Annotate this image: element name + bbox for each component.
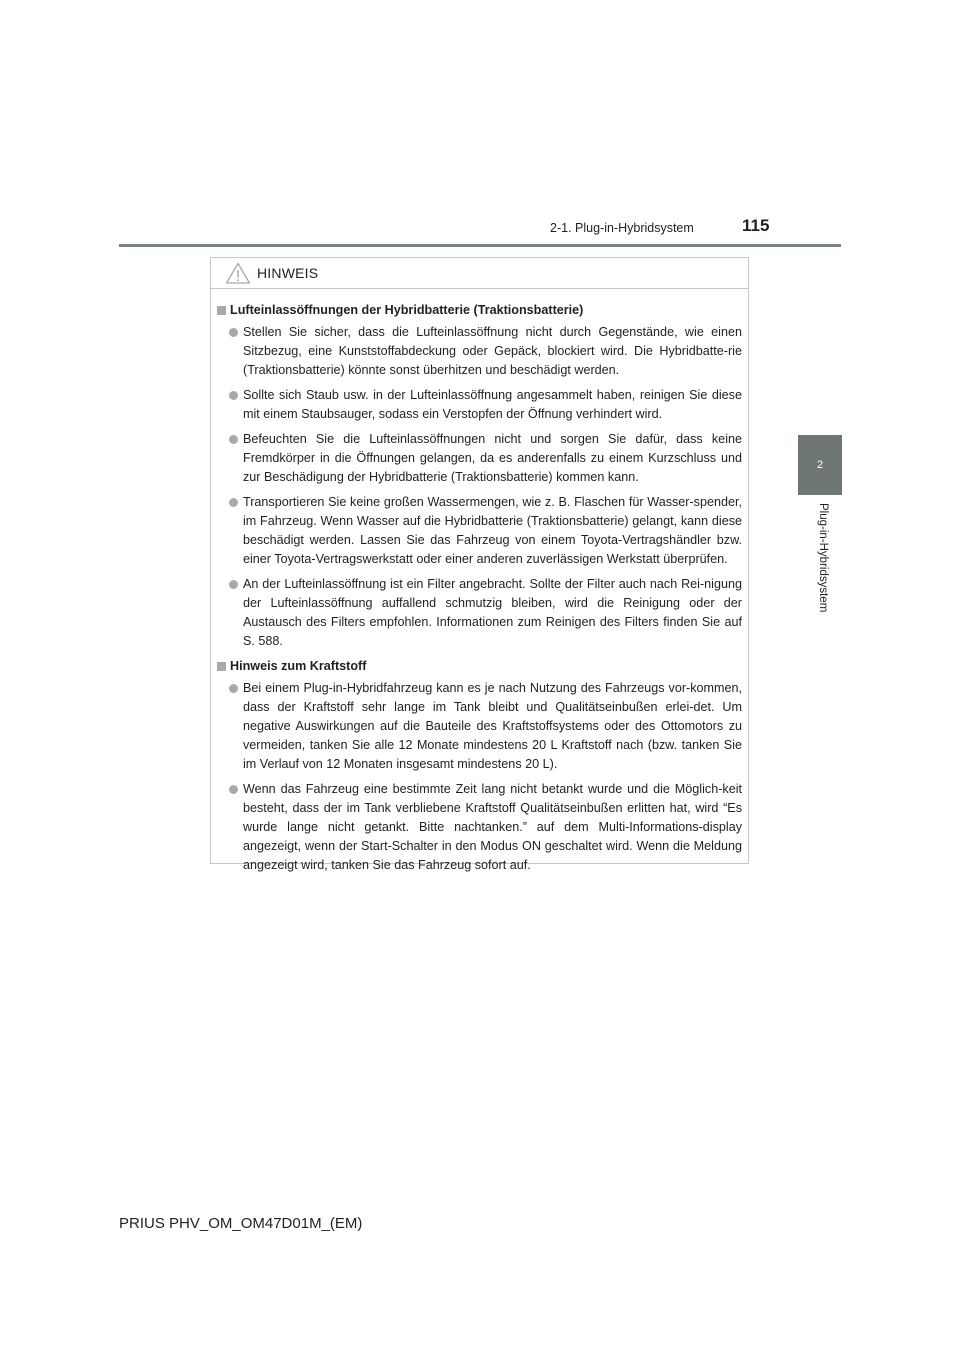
bullet-item: [217, 679, 742, 774]
bullet-item: [217, 386, 742, 424]
bullet-text: Sollte sich Staub usw. in der Lufteinlassöffnung angesammelt haben, reinigen Sie diese mit einem Staubsauger, sodass ein Verstopfen der Öffnung verhindert wird.: [243, 388, 742, 421]
chapter-tab: [798, 435, 842, 495]
bullet-text: An der Lufteinlassöffnung ist ein Filter angebracht. Sollte der Filter auch nach Rei-nigung der Lufteinlassöffnung auffallend schmutzig bleiben, wird die Reinigung oder der Austausch des Filters empfohlen. Informationen zum Reinigen des Filters finden Sie auf S. 588.: [243, 577, 742, 648]
round-bullet-icon: [229, 391, 238, 400]
section-heading: [217, 301, 742, 320]
bullet-text: Stellen Sie sicher, dass die Lufteinlassöffnung nicht durch Gegenstände, wie einen Sitzbezug, eine Kunststoffabdeckung oder Gepäck, blockiert wird. Die Hybridbatte-rie (Traktionsbatterie) könnte sonst überhitzen und beschädigt werden.: [243, 325, 742, 377]
warning-triangle-icon: [225, 262, 251, 284]
section-heading-text: Hinweis zum Kraftstoff: [230, 659, 367, 673]
bullet-text: Befeuchten Sie die Lufteinlassöffnungen nicht und sorgen Sie dafür, dass keine Fremdkörper in die Öffnungen gelangen, da es anderenfalls zu einem Kurzschluss und zur Beschädigung der Hybridbatterie (Traktionsbatterie) kommen kann.: [243, 432, 742, 484]
page-number: 115: [742, 216, 770, 235]
square-bullet-icon: [217, 306, 226, 315]
header-divider: [119, 244, 841, 247]
document-id: PRIUS PHV_OM_OM47D01M_(EM): [119, 1215, 363, 1232]
notice-title: HINWEIS: [257, 265, 319, 281]
round-bullet-icon: [229, 498, 238, 507]
notice-section: [217, 657, 742, 875]
bullet-text: Bei einem Plug-in-Hybridfahrzeug kann es je nach Nutzung des Fahrzeugs vor-kommen, dass der Kraftstoff sehr lange im Tank bleibt und Qualitätseinbußen erlei-det. Um negative Auswirkungen auf die Bauteile des Kraftstoffsystems oder des Ottomotors zu vermeiden, tanken Sie alle 12 Monate mindestens 20 L Kraftstoff nach (bzw. tanken Sie im Verlauf von 12 Monaten insgesamt mindestens 20 L).: [243, 681, 742, 771]
section-heading-text: Lufteinlassöffnungen der Hybridbatterie (Traktionsbatterie): [230, 303, 584, 317]
bullet-text: Wenn das Fahrzeug eine bestimmte Zeit lang nicht betankt wurde und die Möglich-keit besteht, dass der im Tank verbliebene Kraftstoff Qualitätseinbußen erlitten hat, wird “Es wurde lange nicht getankt. Bitte nachtanken.” auf dem Multi-Informations-display angezeigt, wenn der Start-Schalter in den Modus ON geschaltet wird. Wenn die Meldung angezeigt wird, tanken Sie das Fahrzeug sofort auf.: [243, 782, 742, 872]
notice-header: [211, 258, 748, 289]
chapter-tab-label: Plug-in-Hybridsystem: [817, 503, 829, 613]
section-heading: [217, 657, 742, 676]
bullet-item: [217, 780, 742, 875]
notice-section: [217, 301, 742, 651]
round-bullet-icon: [229, 580, 238, 589]
round-bullet-icon: [229, 435, 238, 444]
section-title: 2-1. Plug-in-Hybridsystem: [550, 221, 694, 235]
notice-box: [210, 257, 749, 872]
bullet-item: [217, 430, 742, 487]
bullet-item: [217, 575, 742, 651]
bullet-text: Transportieren Sie keine großen Wassermengen, wie z. B. Flaschen für Wasser-spender, im Fahrzeug. Wenn Wasser auf die Hybridbatterie (Traktionsbatterie) gelangt, kann diese beschädigt werden. Lassen Sie das Fahrzeug von einem Toyota-Vertragshändler bzw. einer Toyota-Vertragswerkstatt oder einer anderen zuverlässigen Werkstatt überprüfen.: [243, 495, 742, 566]
round-bullet-icon: [229, 328, 238, 337]
round-bullet-icon: [229, 684, 238, 693]
notice-body: [211, 289, 748, 875]
bullet-item: [217, 493, 742, 569]
bullet-item: [217, 323, 742, 380]
round-bullet-icon: [229, 785, 238, 794]
chapter-tab-number: 2: [816, 459, 824, 471]
square-bullet-icon: [217, 662, 226, 671]
